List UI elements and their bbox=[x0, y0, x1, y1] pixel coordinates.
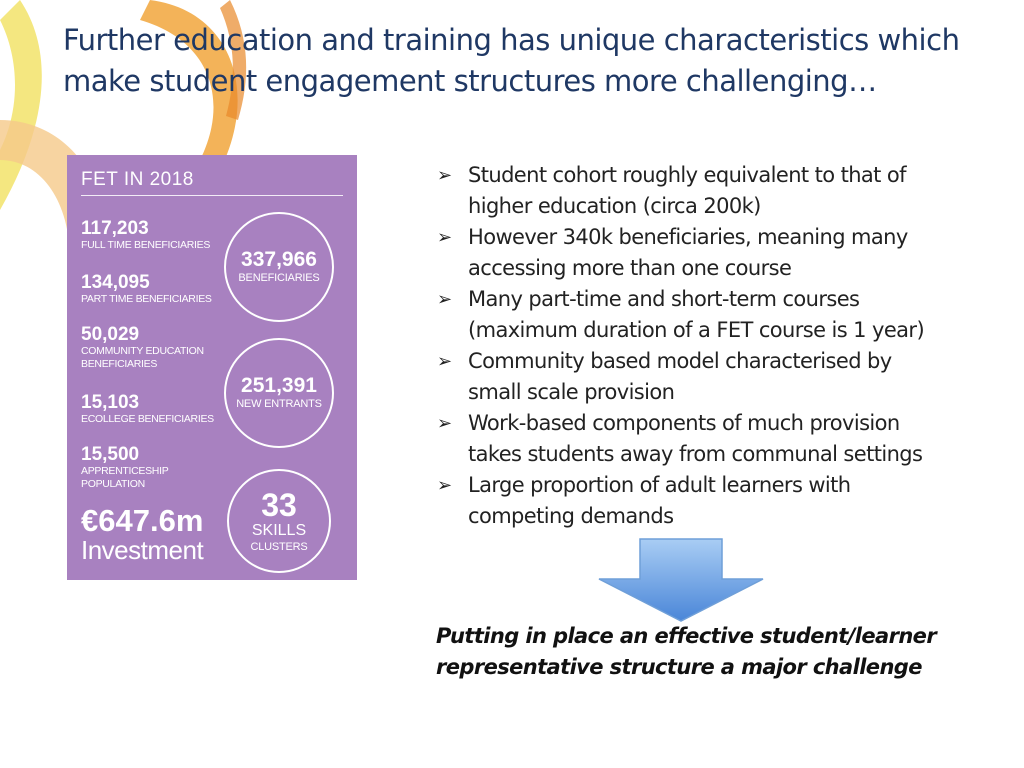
circle-value: 33 bbox=[261, 487, 297, 523]
list-item bbox=[437, 160, 997, 222]
stat-value: 15,500 bbox=[81, 444, 140, 465]
list-item-line: Student cohort roughly equivalent to that of bbox=[468, 163, 906, 187]
circle-skills-clusters bbox=[227, 469, 331, 573]
circle-label: NEW ENTRANTS bbox=[236, 398, 322, 410]
circle-value: 251,391 bbox=[241, 374, 317, 397]
list-item-line: Community based model characterised by bbox=[468, 349, 892, 373]
list-item-line: small scale provision bbox=[468, 380, 675, 404]
list-item bbox=[437, 408, 997, 470]
list-item bbox=[437, 222, 997, 284]
conclusion-line-1: Putting in place an effective student/learner bbox=[436, 624, 937, 648]
stat-part-time bbox=[81, 273, 212, 306]
slide-title bbox=[63, 20, 983, 102]
infographic-heading: FET IN 2018 bbox=[81, 169, 194, 190]
stat-label: APPRENTICESHIP POPULATION bbox=[81, 465, 169, 490]
slide-title-line-1: Further education and training has unique characteristics which bbox=[63, 23, 960, 57]
stat-label: COMMUNITY EDUCATION BENEFICIARIES bbox=[81, 345, 204, 370]
circle-value: 337,966 bbox=[241, 248, 317, 271]
circle-label: SKILLS bbox=[251, 522, 307, 539]
conclusion-line-2: representative structure a major challenge bbox=[436, 655, 922, 679]
circle-beneficiaries bbox=[224, 212, 334, 322]
investment-label: Investment bbox=[81, 535, 204, 565]
stat-apprenticeship bbox=[81, 445, 191, 491]
stat-value: 117,203 bbox=[81, 218, 149, 239]
arrow-bullet-icon: ➢ bbox=[437, 351, 452, 372]
list-item-line: However 340k beneficiaries, meaning many bbox=[468, 225, 908, 249]
arrow-bullet-icon: ➢ bbox=[437, 413, 452, 434]
circle-label: CLUSTERS bbox=[250, 541, 308, 553]
list-item-line: (maximum duration of a FET course is 1 year) bbox=[468, 318, 925, 342]
stat-ecollege bbox=[81, 393, 214, 426]
investment-value: €647.6m bbox=[81, 503, 204, 538]
list-item bbox=[437, 346, 997, 408]
arrow-bullet-icon: ➢ bbox=[437, 289, 452, 310]
infographic-divider bbox=[81, 195, 343, 196]
characteristics-list bbox=[437, 160, 997, 532]
circle-label: BENEFICIARIES bbox=[238, 272, 320, 284]
arrow-bullet-icon: ➢ bbox=[437, 165, 452, 186]
down-arrow-icon bbox=[597, 537, 767, 623]
list-item-line: Work-based components of much provision bbox=[468, 411, 900, 435]
list-item-line: takes students away from communal settings bbox=[468, 442, 923, 466]
list-item-line: higher education (circa 200k) bbox=[468, 194, 761, 218]
arrow-bullet-icon: ➢ bbox=[437, 227, 452, 248]
list-item-line: Many part-time and short-term courses bbox=[468, 287, 860, 311]
stat-value: 15,103 bbox=[81, 392, 140, 413]
list-item bbox=[437, 470, 997, 532]
stat-value: 50,029 bbox=[81, 324, 140, 345]
slide-title-line-2: make student engagement structures more challenging… bbox=[63, 64, 877, 98]
list-item-line: accessing more than one course bbox=[468, 256, 792, 280]
stat-value: 134,095 bbox=[81, 272, 150, 293]
conclusion-text bbox=[436, 621, 996, 683]
stat-label: ECOLLEGE BENEFICIARIES bbox=[81, 413, 214, 425]
circle-new-entrants bbox=[224, 338, 334, 448]
arrow-bullet-icon: ➢ bbox=[437, 475, 452, 496]
list-item-line: Large proportion of adult learners with bbox=[468, 473, 851, 497]
fet-2018-infographic bbox=[67, 155, 357, 580]
stat-community bbox=[81, 325, 221, 371]
stat-full-time bbox=[81, 219, 210, 252]
stat-label: PART TIME BENEFICIARIES bbox=[81, 293, 212, 305]
stat-label: FULL TIME BENEFICIARIES bbox=[81, 239, 211, 251]
list-item bbox=[437, 284, 997, 346]
list-item-line: competing demands bbox=[468, 504, 674, 528]
